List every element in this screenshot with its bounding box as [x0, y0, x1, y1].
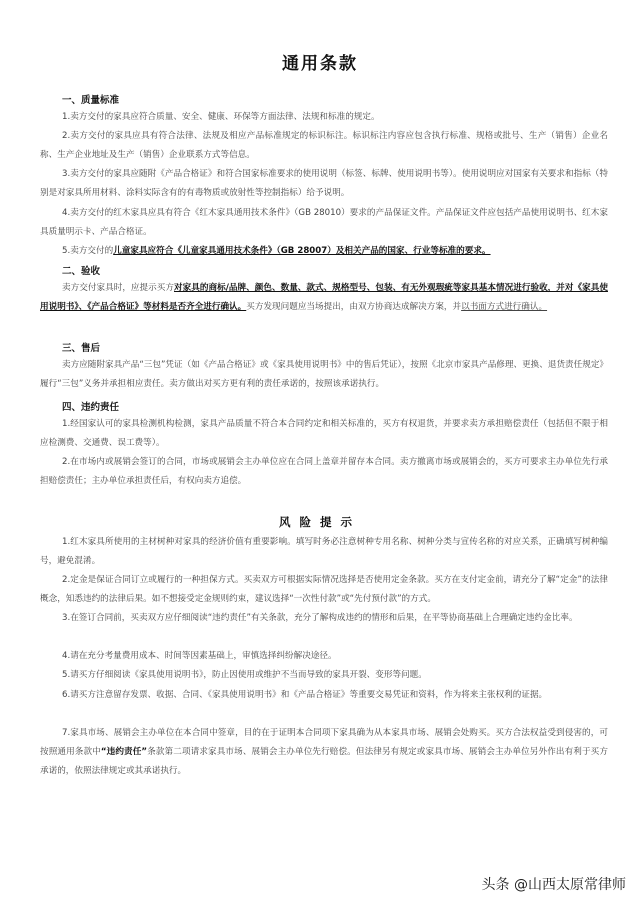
section-heading-quality: 一、质量标准: [62, 95, 120, 106]
quality-item-5: [40, 242, 608, 261]
risk-item-3: 3.在签订合同前，买卖双方应仔细阅读“违约责任”有关条款，充分了解构成违约的情形和后果，在平等协商基础上合理确定违约金比率。: [62, 613, 578, 623]
risk-item-7-lead: 7.家具市场、展销会主办单位在本合同中签章，目的在于证明本合同项下家具确为从本家具市场、展销会处购买。买方合法权益受到侵害的，可按照通用条款中: [40, 728, 608, 757]
acceptance-emphasis: 对家具的商标/品牌、颜色、数量、款式、规格型号、包装、有无外观瑕疵等家具基本情况进行验收，并对《家具使用说明书》、《产品合格证》等材料是否齐全进行确认。: [40, 283, 608, 312]
section-heading-acceptance: 二、验收: [62, 266, 101, 277]
risk-item-5: 5.请买方仔细阅读《家具使用说明书》，防止因使用或维护不当而导致的家具开裂、变形等问题。: [62, 670, 427, 680]
section-heading-after-sales: 三、售后: [62, 343, 101, 354]
page-title: 通用条款: [282, 54, 358, 74]
risk-item-7: [40, 724, 608, 781]
risk-item-7-tail: 条款第二项请求家具市场、展销会主办单位先行赔偿。但法律另有规定或家具市场、展销会主办单位另外作出有利于买方承诺的，依照法律规定或其承诺执行。: [40, 747, 608, 776]
risk-item-1: 1.红木家具所使用的主材树种对家具的经济价值有重要影响。填写时务必注意树种专用名称、树种分类与宣传名称的对应关系，正确填写树种编号，避免混淆。: [40, 537, 608, 566]
risk-item-2: 2.定金是保证合同订立或履行的一种担保方式。买卖双方可根据实际情况选择是否使用定金条款。买方在支付定金前，请充分了解“定金”的法律概念，知悉违约的法律后果。如不想接受定金规则约束，建议选择“一次性付款”或“先付预付款”的方式。: [40, 575, 608, 604]
acceptance-middle: 买方发现问题应当场提出，由双方协商达成解决方案，并: [246, 302, 462, 312]
acceptance-written-confirmation: 以书面方式进行确认。: [461, 302, 548, 312]
quality-item-2: 2.卖方交付的家具应具有符合法律、法规及相应产品标准规定的标识标注。标识标注内容应包含执行标准、规格或批号、生产（销售）企业名称、生产企业地址及生产（销售）企业联系方式等信息。: [40, 131, 608, 160]
breach-item-2: 2.在市场内或展销会签订的合同，市场或展销会主办单位应在合同上盖章并留存本合同。卖方撤离市场或展销会的，买方可要求主办单位先行承担赔偿责任；主办单位承担责任后，有权向卖方追偿。: [40, 457, 608, 486]
quality-item-3: 3.卖方交付的家具应随附《产品合格证》和符合国家标准要求的使用说明（标签、标牌、使用说明书等）。使用说明应对国家有关要求和指标（特别是对家具所用材料、涂料实际含有的有毒物质或放射性等控制指标）给予说明。: [40, 169, 608, 198]
quality-item-5-lead: 5.卖方交付的: [62, 246, 114, 256]
risk-title: 风险提示: [279, 515, 361, 529]
after-sales-paragraph: 卖方应随附家具产品“三包”凭证（如《产品合格证》或《家具使用说明书》中的售后凭证），按照《北京市家具产品修理、更换、退货责任规定》履行“三包”义务并承担相应责任。卖方做出对买方更有利的责任承诺的，按照该承诺执行。: [40, 360, 609, 389]
risk-item-7-emphasis: “违约责任”: [100, 747, 148, 757]
quality-item-4: 4.卖方交付的红木家具应具有符合《红木家具通用技术条件》（GB 28010）要求的产品保证文件。产品保证文件应包括产品使用说明书、红木家具质量明示卡、产品合格证。: [40, 208, 608, 237]
acceptance-paragraph: [40, 279, 608, 317]
breach-item-1: 1.经国家认可的家具检测机构检测，家具产品质量不符合本合同约定和相关标准的，买方有权退货，并要求卖方承担赔偿责任（包括但不限于相应检测费、交通费、误工费等）。: [40, 419, 608, 448]
acceptance-lead: 卖方交付家具时，应提示买方: [62, 283, 175, 293]
section-heading-breach: 四、违约责任: [62, 402, 120, 413]
quality-item-5-emphasis: 儿童家具应符合《儿童家具通用技术条件》（GB 28007）及相关产品的国家、行业等标准的要求。: [113, 246, 491, 256]
quality-item-1: 1.卖方交付的家具应符合质量、安全、健康、环保等方面法律、法规和标准的规定。: [62, 112, 380, 122]
risk-item-4: 4.请在充分考量费用成本、时间等因素基础上，审慎选择纠纷解决途径。: [62, 651, 337, 661]
risk-item-6: 6.请买方注意留存发票、收据、合同、《家具使用说明书》和《产品合格证》等重要交易凭证和资料，作为将来主张权利的证据。: [62, 690, 548, 700]
watermark: 头条 @山西太原常律师: [481, 877, 626, 893]
